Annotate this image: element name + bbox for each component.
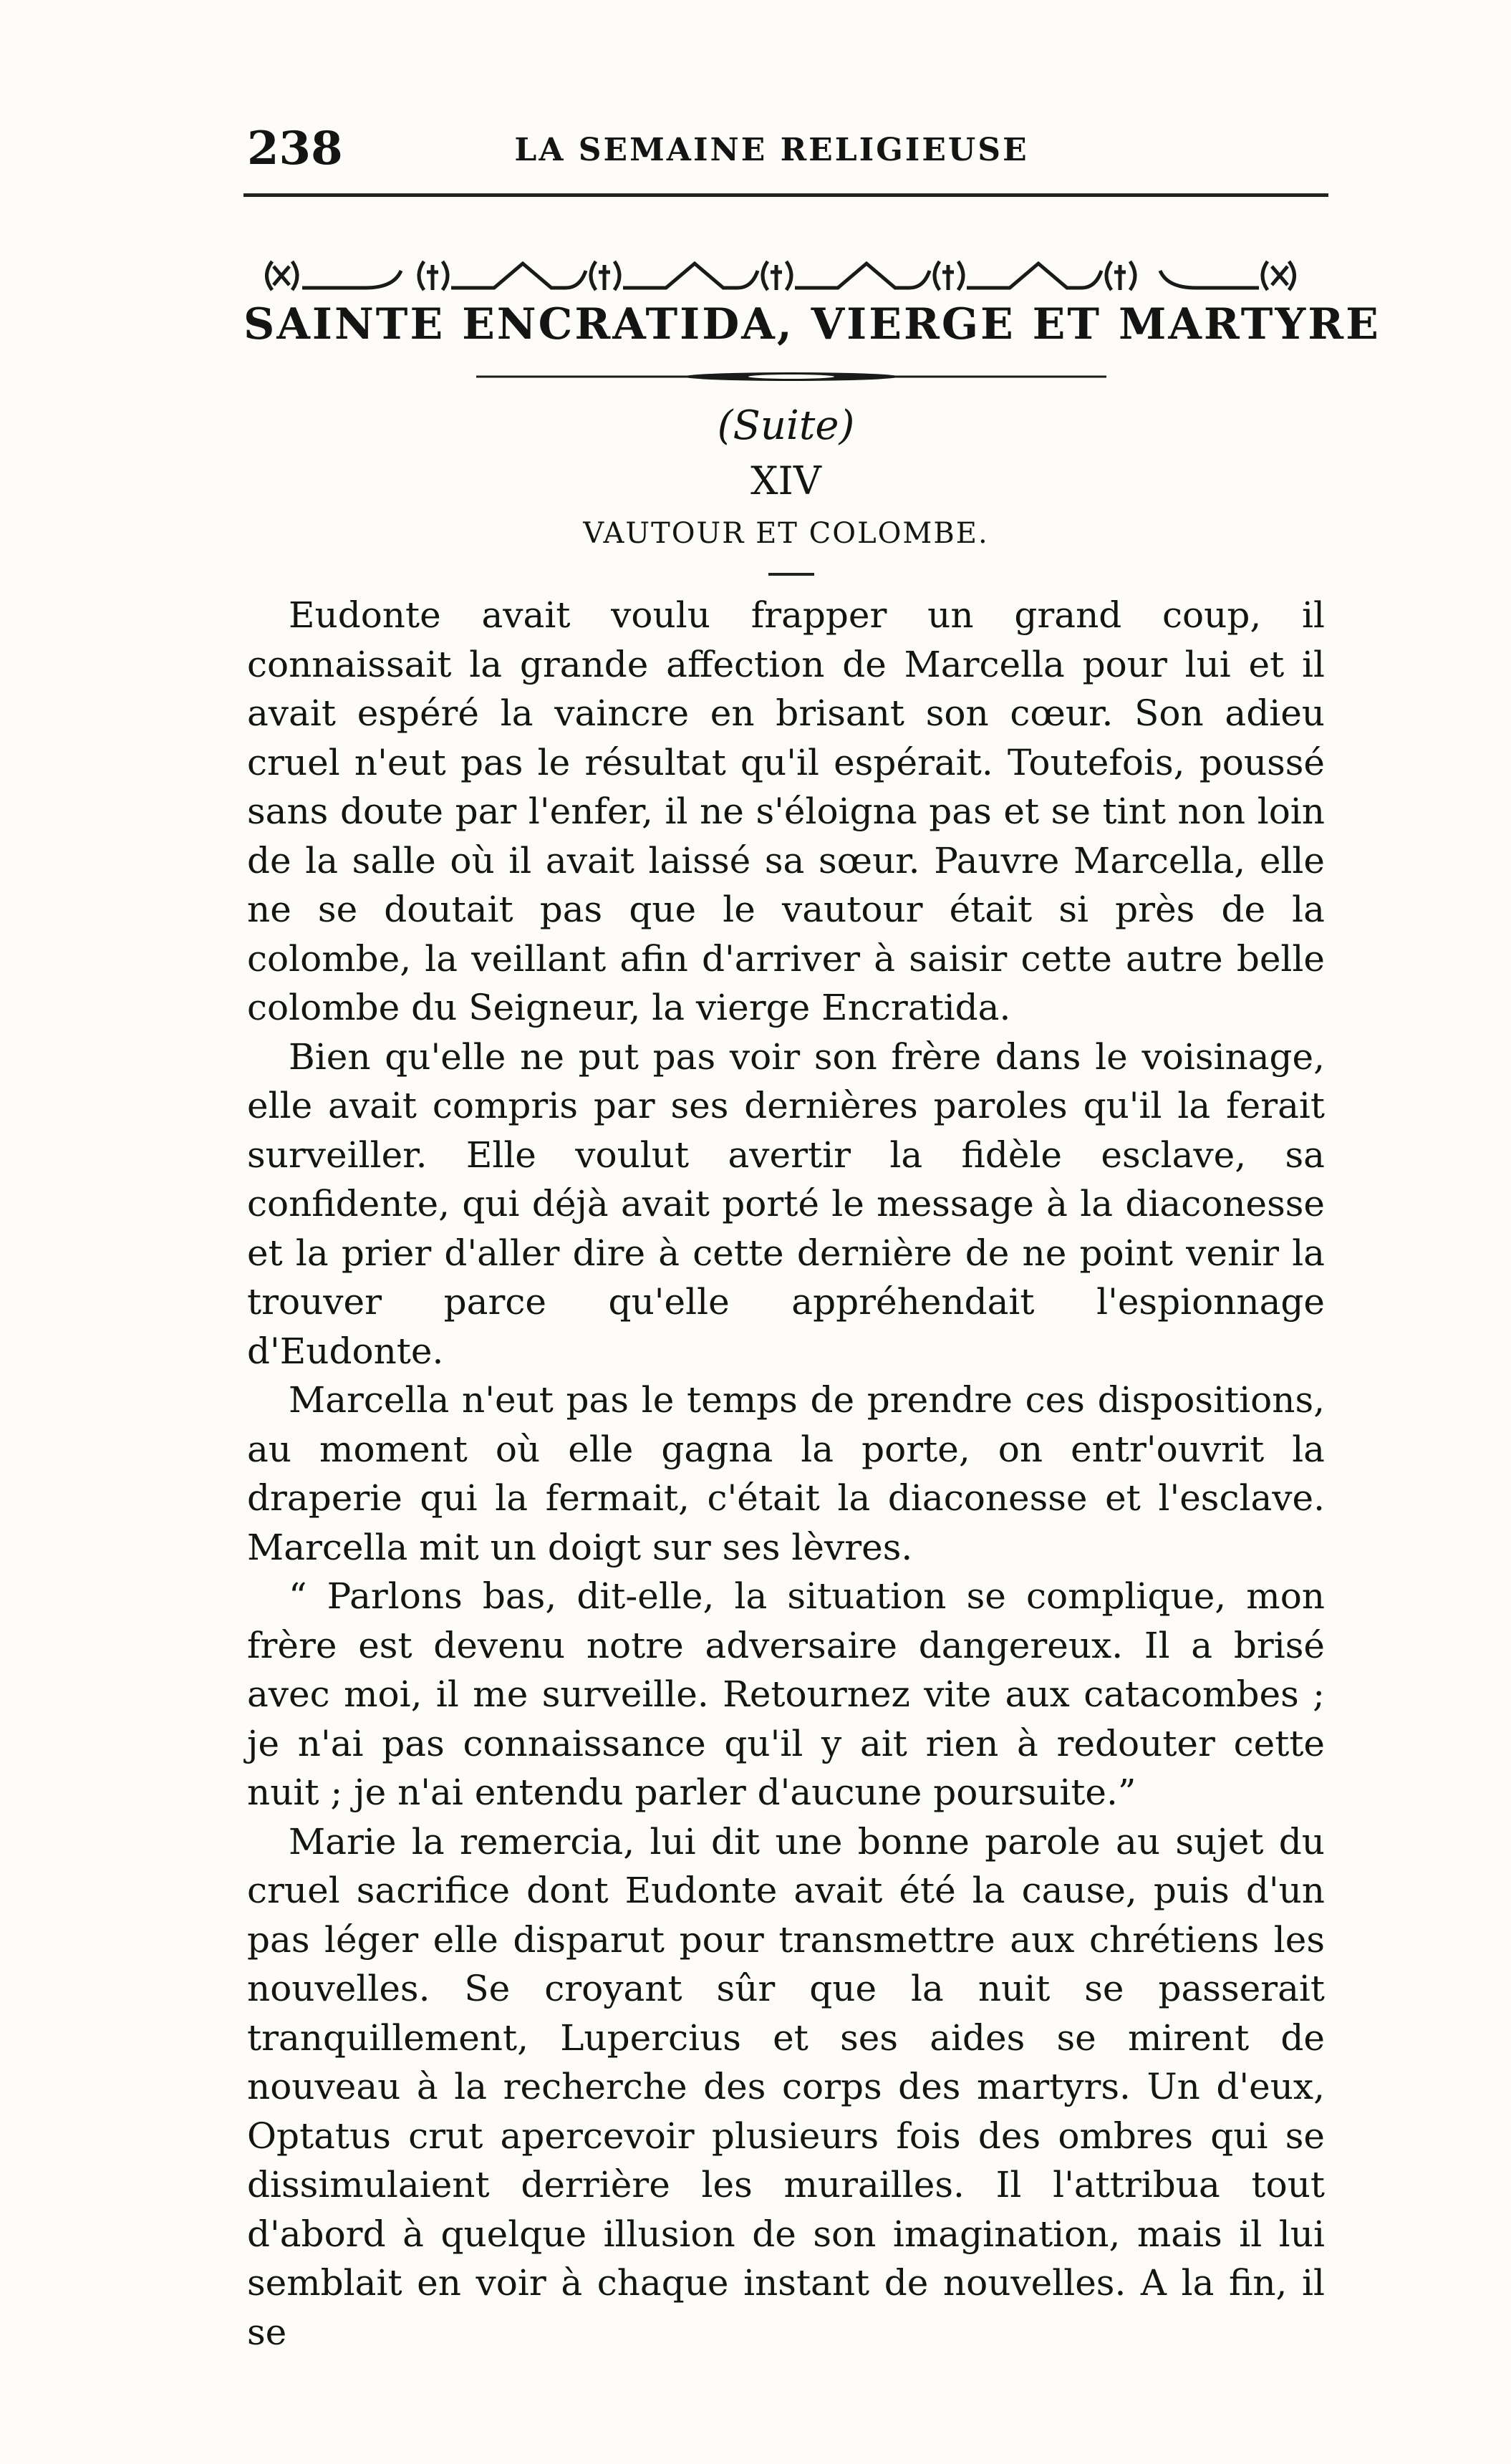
title-rule [476, 371, 1106, 382]
paragraph: Marie la remercia, lui dit une bonne parole au sujet du cruel sacrifice dont Eudonte avait été la cause, puis d'un pas léger elle disparut pour transmettre aux chrétiens les nouvelles. Se croyant sûr que la nuit se passerait tranquillement, Lupercius et ses aides se mirent de nouveau à la recherche des corps des martyrs. Un d'eux, Optatus crut apercevoir plusieurs fois des ombres qui se dissimulaient derrière les murailles. Il l'attribua tout d'abord à quelque illusion de son imagination, mais il lui semblait en voir à chaque instant de nouvelles. A la fin, il se [247, 1820, 1325, 2353]
running-head [247, 122, 1296, 179]
body-text [247, 591, 1325, 2357]
paragraph: “ Parlons bas, dit-elle, la situation se complique, mon frère est devenu notre adversaire dangereux. Il a brisé avec moi, il me surveille. Retournez vite aux catacombes ; je n'ai pas connaissance qu'il y ait rien à redouter cette nuit ; je n'ai entendu parler d'aucune poursuite.” [247, 1575, 1325, 1813]
running-title: LA SEMAINE RELIGIEUSE [514, 132, 1029, 168]
paragraph: Marcella n'eut pas le temps de prendre ces dispositions, au moment où elle gagna la porte, on entr'ouvrit la draperie qui la fermait, c'était la diaconesse et l'esclave. Marcella mit un doigt sur ses lèvres. [247, 1379, 1325, 1568]
section-dash [768, 573, 814, 576]
paragraph: Bien qu'elle ne put pas voir son frère dans le voisinage, elle avait compris par ses dernières paroles qu'il la ferait surveiller. Elle voulut avertir la fidèle esclave, sa confidente, qui déjà avait porté le message à la diaconesse et la prier d'aller dire à cette dernière de ne point venir la trouver parce qu'elle appréhendait l'espionnage d'Eudonte. [247, 1035, 1325, 1372]
paragraph: Eudonte avait voulu frapper un grand coup, il connaissait la grande affection de Marcella pour lui et il avait espéré la vaincre en brisant son cœur. Son adieu cruel n'eut pas le résultat qu'il espérait. Toutefois, poussé sans doute par l'enfer, il ne s'éloigna pas et se tint non loin de la salle où il avait laissé sa sœur. Pauvre Marcella, elle ne se doutait pas que le vautour était si près de la colombe, la veillant afin d'arriver à saisir cette autre belle colombe du Seigneur, la vierge Encratida. [247, 594, 1325, 1028]
chapter-title: VAUTOUR ET COLOMBE. [583, 517, 989, 550]
header-rule [243, 193, 1328, 197]
page-number: 238 [247, 122, 343, 175]
subtitle: (Suite) [717, 402, 855, 449]
article-title: SAINTE ENCRATIDA, VIERGE ET MARTYRE [243, 299, 1381, 349]
chapter-number: XIV [750, 458, 821, 503]
